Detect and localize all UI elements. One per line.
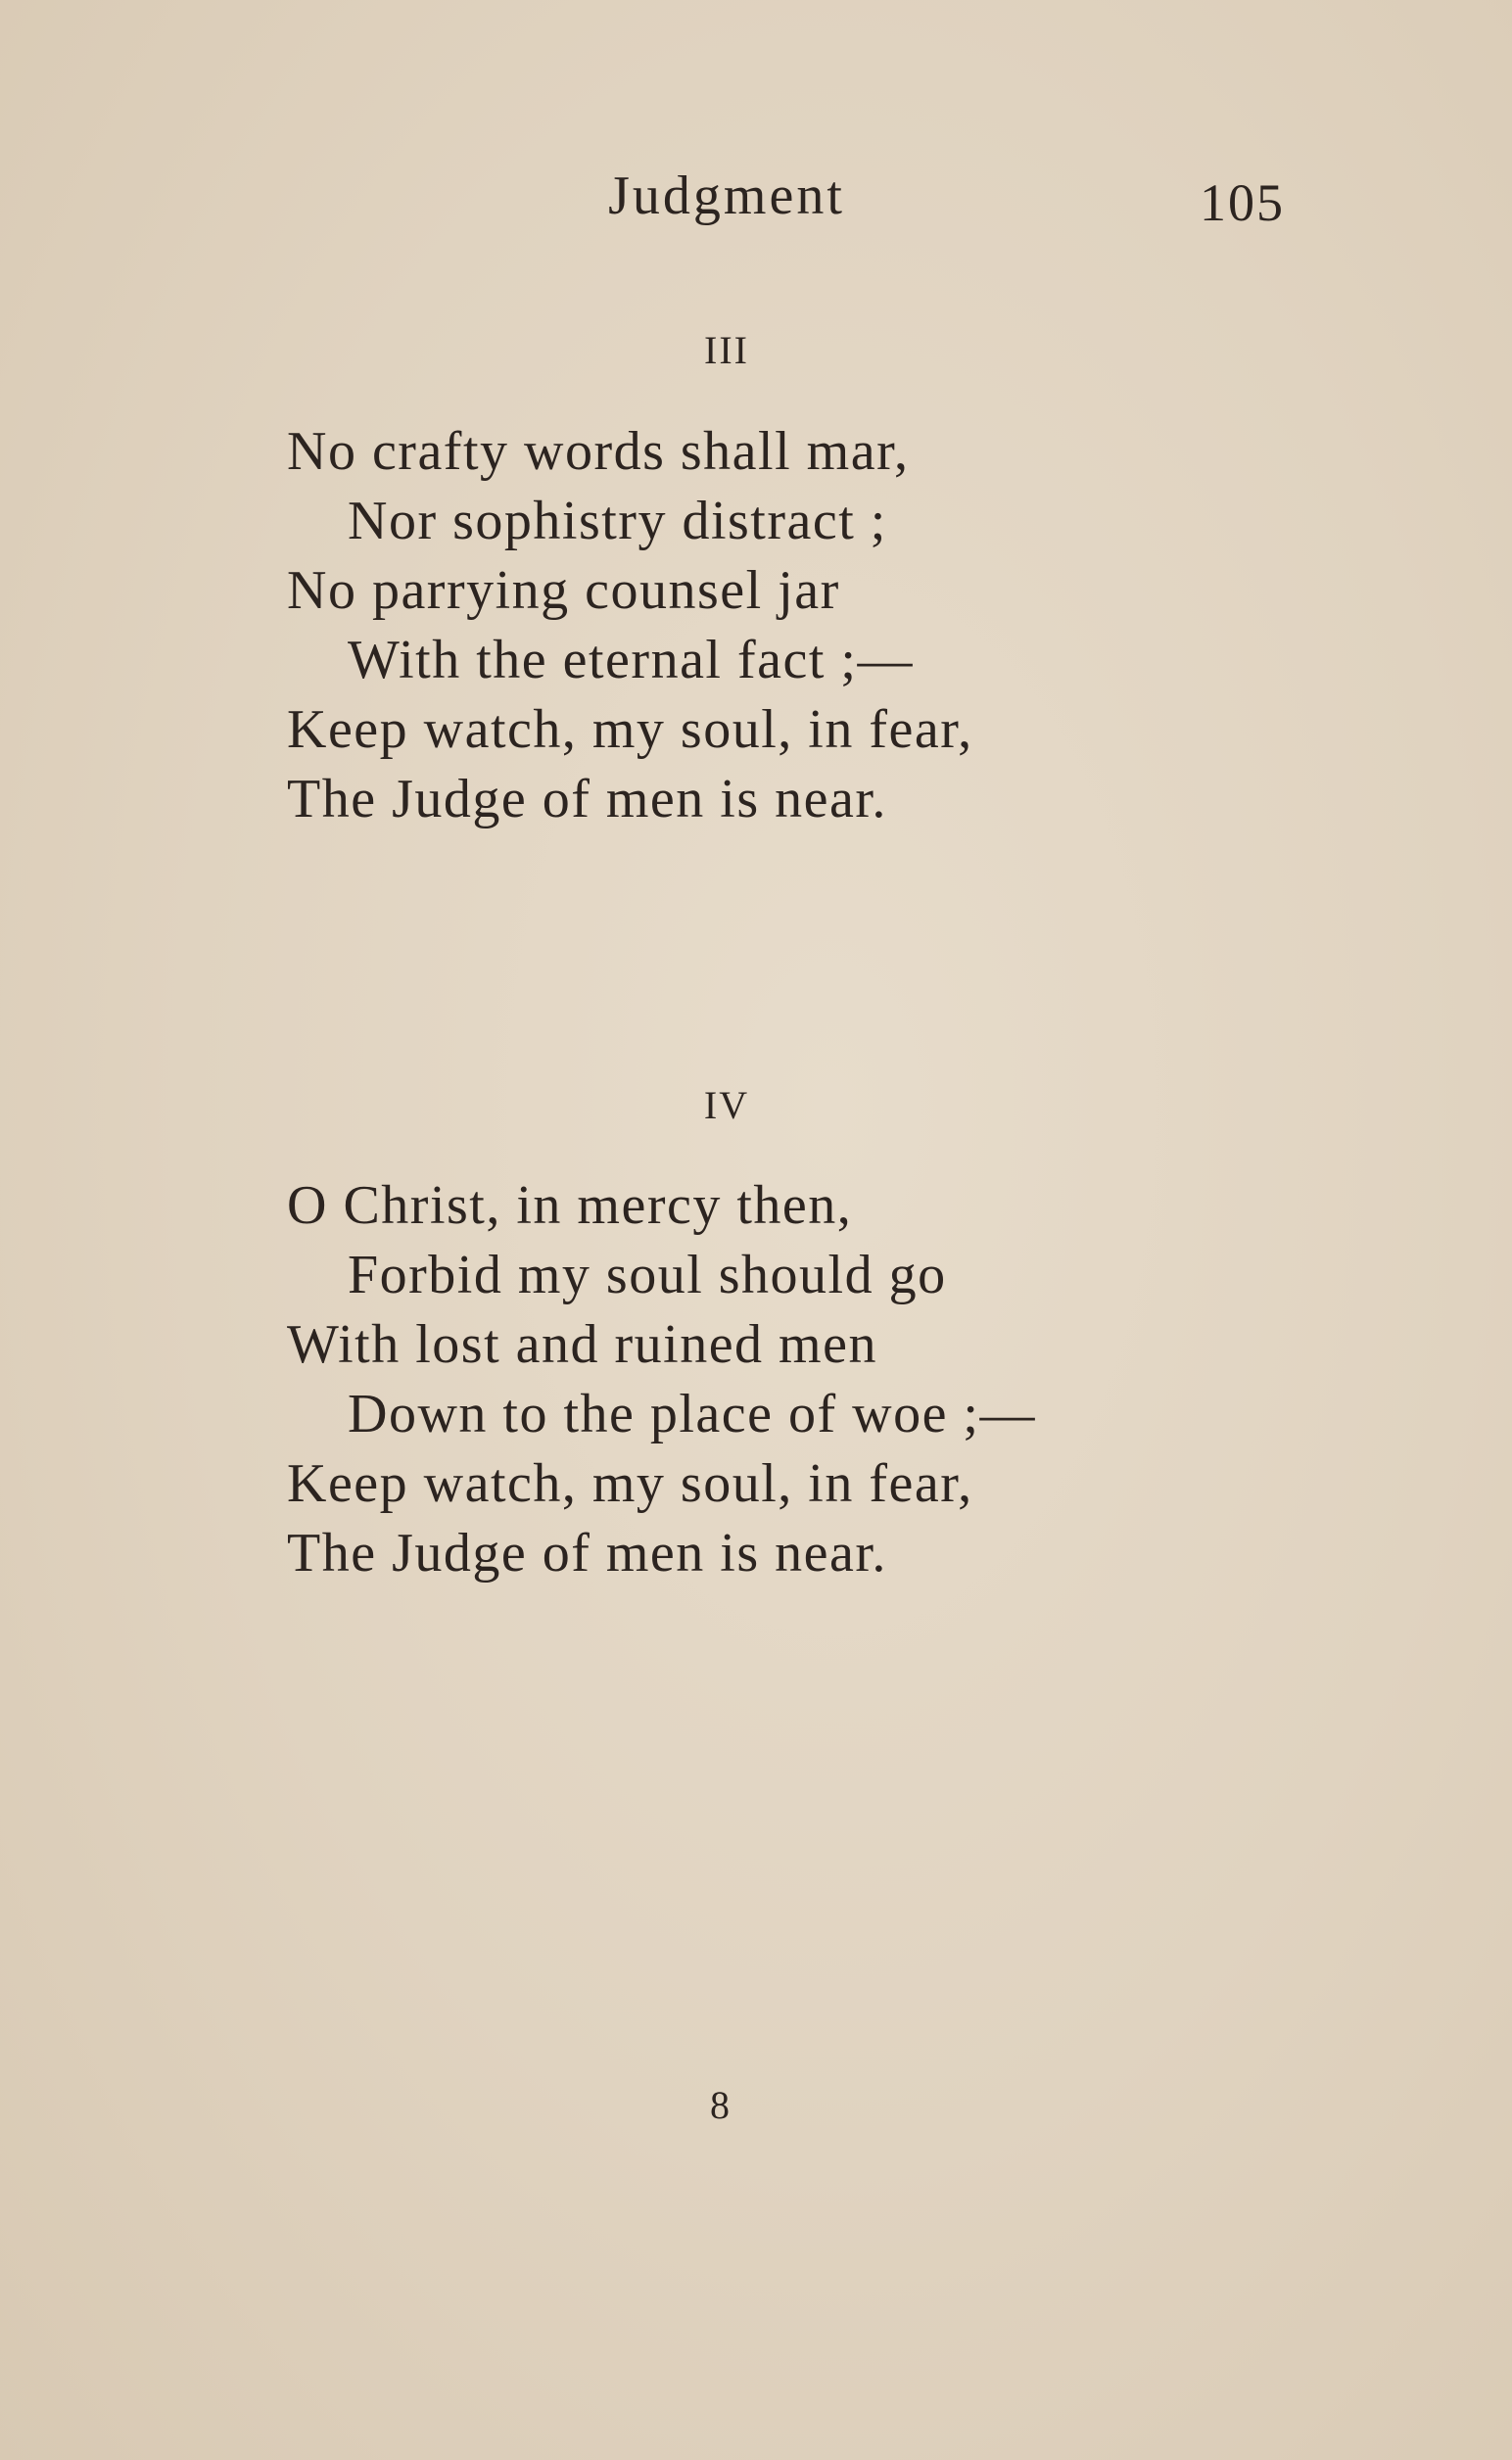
verse-line: The Judge of men is near. (287, 1523, 887, 1584)
verse-line: Nor sophistry distract ; (348, 491, 887, 551)
verse-line: With lost and ruined men (287, 1314, 877, 1375)
section-numeral-iv: IV (703, 1083, 750, 1127)
page-number: 105 (1200, 173, 1285, 232)
signature-mark: 8 (710, 2083, 730, 2127)
verse-line: O Christ, in mercy then, (287, 1175, 853, 1236)
stanza-iv (287, 1171, 1036, 1588)
stanza-iii (287, 417, 973, 834)
verse-line: Keep watch, my soul, in fear, (287, 699, 973, 760)
verse-line: No crafty words shall mar, (287, 421, 910, 482)
running-title: Judgment (608, 166, 845, 226)
verse-line: The Judge of men is near. (287, 769, 887, 829)
verse-line: Keep watch, my soul, in fear, (287, 1453, 973, 1514)
section-numeral-iii: III (704, 328, 749, 372)
verse-line: With the eternal fact ;— (348, 630, 914, 690)
verse-line: No parrying counsel jar (287, 560, 840, 621)
verse-line: Forbid my soul should go (348, 1245, 947, 1305)
verse-line: Down to the place of woe ;— (348, 1384, 1036, 1444)
